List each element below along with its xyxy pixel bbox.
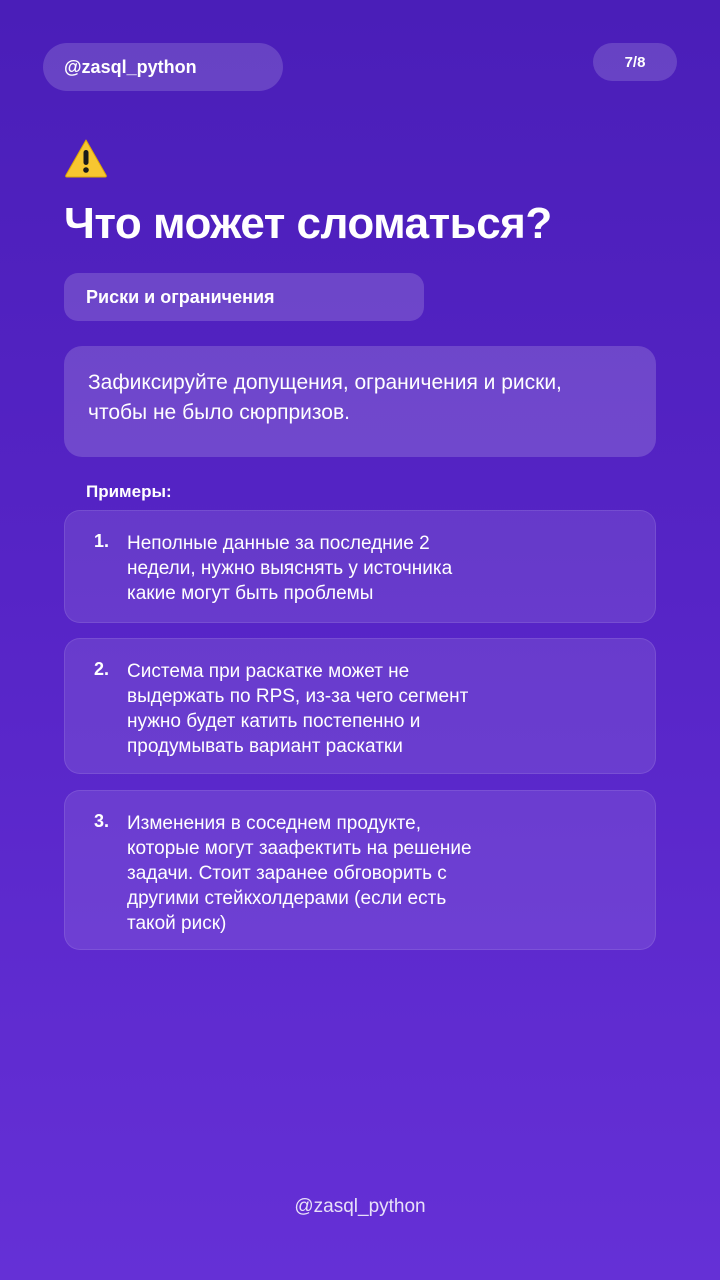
examples-heading: Примеры: (86, 482, 172, 501)
example-number: 3. (94, 811, 110, 831)
example-card (64, 638, 656, 774)
section-badge (64, 273, 424, 321)
warning-icon (64, 138, 108, 178)
page-indicator (593, 43, 677, 81)
example-number: 2. (94, 659, 110, 679)
page-title: Что может сломаться? (64, 199, 552, 248)
example-card (64, 790, 656, 950)
handle-text: @zasql_python (64, 56, 197, 77)
example-number: 1. (94, 531, 110, 551)
section-badge-label: Риски и ограничения (86, 286, 275, 307)
intro-card (64, 346, 656, 457)
footer-handle: @zasql_python (294, 1196, 426, 1217)
example-text: Система при раскатке может не выдержать по RPS, из-за чего сегмент нужно будет катить постепенно и продумывать вариант раскатки (127, 661, 469, 757)
handle-badge (43, 43, 283, 91)
example-text: Неполные данные за последние 2 недели, нужно выяснять у источника какие могут быть проблемы (127, 533, 453, 604)
page-indicator-text: 7/8 (624, 53, 646, 71)
example-card (64, 510, 656, 623)
intro-text: Зафиксируйте допущения, ограничения и риски, чтобы не было сюрпризов. (88, 371, 562, 424)
example-text: Изменения в соседнем продукте, которые могут заафектить на решение задачи. Стоит заранее обговорить с другими стейкхолдерами (если есть такой риск) (127, 813, 472, 934)
